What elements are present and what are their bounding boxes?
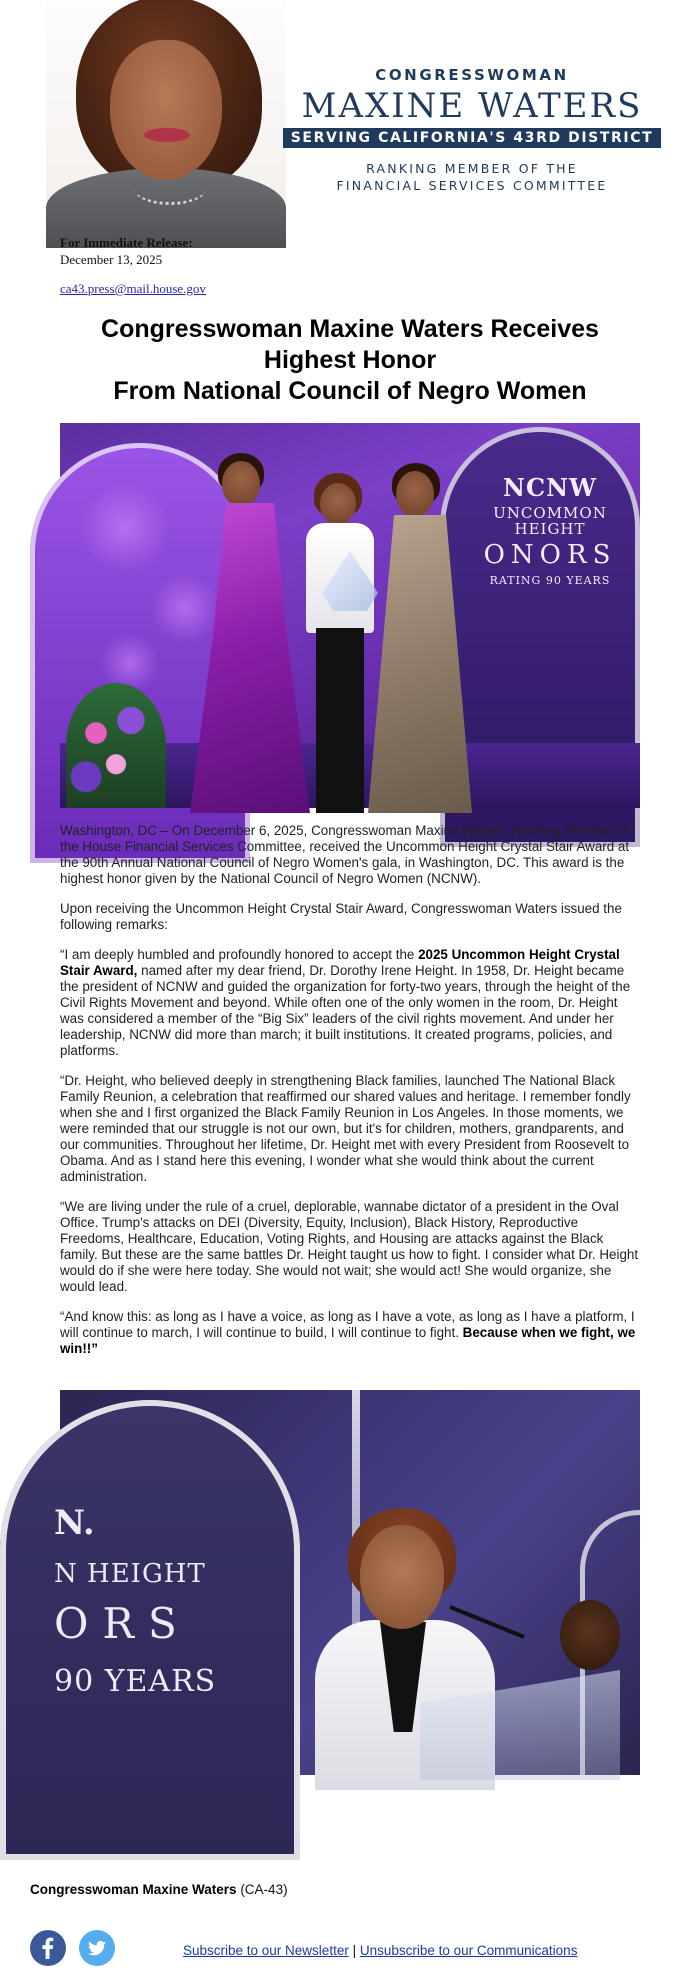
stage-sign-line3: ORS [54,1598,191,1648]
press-email-link[interactable]: ca43.press@mail.house.gov [60,281,206,296]
person-trousers [316,628,364,813]
stage-sign-line4: 90 YEARS [54,1664,217,1700]
person-head [222,461,260,507]
footer-signature [30,1882,288,1897]
header-title-block [262,66,682,194]
stage-sign-line2: UNCOMMON HEIGHT [493,504,607,538]
quote-1-end: named after my dear friend, Dr. Dorothy Irene Height. In 1958, Dr. Height became the president of NCNW and guided the organization for forty-two years, through the height of the Civil Rights Movement and beyond. While often one of the only women in the room, Dr. Height was considered a member of the “Big Six” leaders of the civil rights movement. And under her leadership, NCNW did more than march; it built institutions. It created programs, policies, and platforms. [60,963,631,1058]
footer-district: (CA-43) [236,1882,288,1897]
header-rank-line1: RANKING MEMBER OF THE [366,161,578,176]
stage-sign-line4: RATING 90 YEARS [489,573,611,587]
person-head [396,471,434,517]
newsletter-header [0,0,700,222]
header-rank [262,160,682,194]
twitter-icon[interactable] [79,1930,115,1966]
header-name: MAXINE WATERS [301,86,643,126]
speaker-face [360,1525,444,1629]
header-title-top: CONGRESSWOMAN [375,66,569,84]
header-district-banner: SERVING CALIFORNIA'S 43RD DISTRICT [283,128,661,148]
award-ceremony-photo [60,423,640,808]
person-purple-gown [180,453,320,813]
footer-links [183,1943,577,1958]
flower-arrangement [66,683,166,808]
link-separator: | [348,1943,360,1958]
unsubscribe-link[interactable]: Unsubscribe to our Communications [359,1943,578,1958]
portrait-lips [144,128,190,142]
background-person [560,1600,620,1670]
paragraph-quote-4 [60,1309,640,1357]
closing-bold: Because when we fight, we win!!” [60,1325,636,1356]
stage-sign-line2: N HEIGHT [54,1559,206,1590]
facebook-glyph [30,1930,66,1966]
twitter-glyph [79,1930,115,1966]
stage-sign-line1: N. [54,1503,95,1543]
headline-line1: Congresswoman Maxine Waters Receives [101,315,599,343]
honors-stage-sign [54,1505,254,1698]
speech-podium-photo [54,1390,640,1775]
headline-line3: From National Council of Negro Women [113,377,587,405]
stage-sign-line1: NCNW [503,473,597,502]
stage-sign-line3: ONORS [483,539,617,570]
person-dress [190,503,310,813]
person-head [320,483,356,525]
person-silver-gown [360,463,480,813]
footer-name-bold: Congresswoman Maxine Waters [30,1882,237,1897]
bokeh-light [80,483,170,573]
release-label: For Immediate Release: [60,235,193,250]
portrait-face [110,40,222,180]
ncnw-stage-sign [470,475,630,587]
paragraph-intro: Washington, DC – On December 6, 2025, Congresswoman Maxine Waters, Ranking Member of the House Financial Services Committee, received the Uncommon Height Crystal Stair Award at the 90th Annual National Council of Negro Women's gala, in Washington, DC. This award is the highest honor given by the National Council of Negro Women (NCNW). [60,823,630,886]
person-dress [368,515,472,813]
headline-line2: Highest Honor [263,346,437,374]
release-date: December 13, 2025 [60,252,163,267]
portrait-photo [46,0,286,222]
press-release-body [60,823,640,1371]
paragraph-quote-3: “We are living under the rule of a cruel, deplorable, wannabe dictator of a president in the Oval Office. Trump's attacks on DEI (Diversity, Equity, Inclusion), Black History, Reproductive Freedoms, Healthcare, Education, Voting Rights, and Housing are attacks against the Black family. But these are the same battles Dr. Height taught us how to fight. I consider what Dr. Height would do if she were here today. She would not wait; she would act! She would organize, she would lead. [60,1199,639,1294]
paragraph-remarks-intro: Upon receiving the Uncommon Height Crystal Stair Award, Congresswoman Waters issued the following remarks: [60,901,622,932]
header-rank-line2: FINANCIAL SERVICES COMMITTEE [336,178,608,193]
facebook-icon[interactable] [30,1930,66,1966]
release-info [60,234,660,297]
page-headline [30,314,670,407]
paragraph-quote-2: “Dr. Height, who believed deeply in strengthening Black families, launched The National Black Family Reunion, a celebration that reaffirmed our shared values and heritage. I remember fondly when she and I first organized the Black Family Reunion in Los Angeles. In those moments, we were reminded that our struggle is not our own, but it's for children, mothers, grandparents, and our communities. Throughout her lifetime, Dr. Height met with every President from Roosevelt to Obama. And as I stand here this evening, I wonder what she would think about the current administration. [60,1073,631,1184]
quote-1-start: “I am deeply humbled and profoundly honored to accept the [60,947,419,962]
award-name-bold: 2025 Uncommon Height Crystal Stair Award, [60,947,620,978]
quote-4-start: “And know this: as long as I have a voice, as long as I have a vote, as long as I have a platform, I will continue to march, I will continue to build, I will continue to fight. [60,1309,635,1340]
subscribe-link[interactable]: Subscribe to our Newsletter [183,1943,349,1958]
paragraph-quote-1 [60,947,640,1059]
